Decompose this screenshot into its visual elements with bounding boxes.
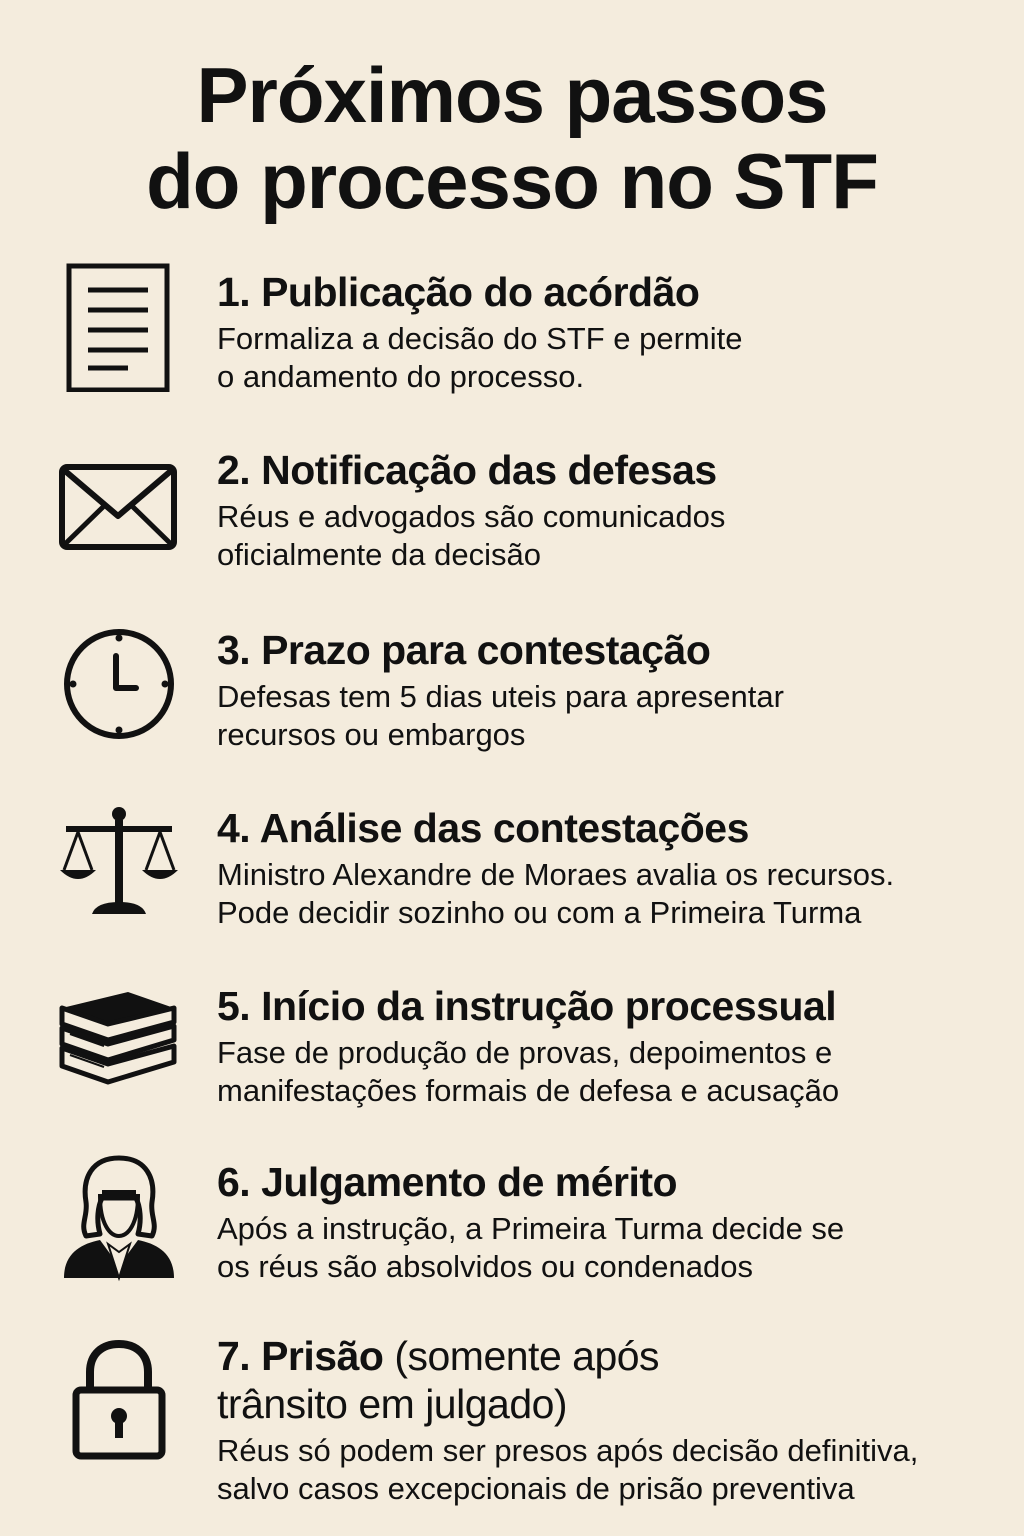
step-5	[0, 978, 1024, 1148]
step-description: Réus só podem ser presos após decisão definitiva, salvo casos excepcionais de prisão preventiva	[217, 1433, 919, 1506]
document-icon	[56, 262, 182, 392]
step-description: Defesas tem 5 dias uteis para apresentar recursos ou embargos	[217, 679, 784, 752]
title-line-1: Próximos passos	[196, 51, 828, 139]
judge-icon	[56, 1154, 182, 1284]
clock-icon	[56, 622, 182, 752]
step-1	[0, 262, 1024, 432]
books-icon	[56, 978, 182, 1108]
step-heading: 3. Prazo para contestação	[217, 627, 711, 673]
step-description: Réus e advogados são comunicados oficialmente da decisão	[217, 499, 726, 572]
envelope-icon	[56, 442, 182, 572]
step-6	[0, 1154, 1024, 1324]
padlock-icon	[56, 1336, 182, 1466]
step-3	[0, 622, 1024, 792]
step-heading: 5. Início da instrução processual	[217, 983, 837, 1029]
title-line-2: do processo no STF	[146, 137, 878, 225]
step-heading: 2. Notificação das defesas	[217, 447, 717, 493]
step-heading: 1. Publicação do acórdão	[217, 269, 700, 315]
step-7	[0, 1330, 1024, 1530]
step-heading: 7. Prisão (somente após trânsito em julgado)	[217, 1333, 660, 1427]
step-heading: 6. Julgamento de mérito	[217, 1159, 678, 1205]
step-heading: 4. Análise das contestações	[217, 805, 749, 851]
step-4	[0, 800, 1024, 970]
step-2	[0, 442, 1024, 612]
step-description: Após a instrução, a Primeira Turma decide se os réus são absolvidos ou condenados	[217, 1211, 845, 1284]
page-title	[0, 52, 1024, 224]
scales-of-justice-icon	[56, 800, 182, 930]
step-description: Fase de produção de provas, depoimentos e manifestações formais de defesa e acusação	[217, 1035, 840, 1108]
step-description: Ministro Alexandre de Moraes avalia os recursos. Pode decidir sozinho ou com a Primeira Turma	[217, 857, 895, 930]
step-description: Formaliza a decisão do STF e permite o andamento do processo.	[217, 321, 743, 394]
